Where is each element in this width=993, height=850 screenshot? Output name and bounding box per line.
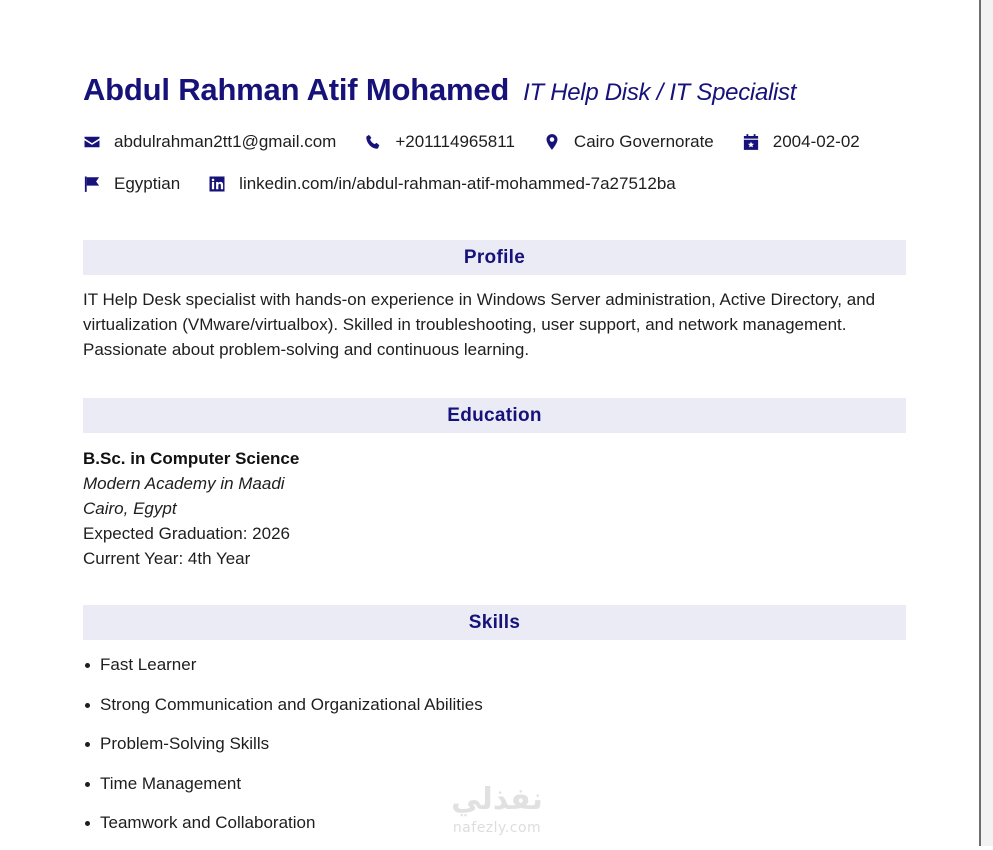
candidate-name: Abdul Rahman Atif Mohamed	[83, 72, 510, 107]
linkedin-icon	[208, 175, 226, 193]
skill-item	[83, 692, 906, 717]
skill-label: Strong Communication and Organizational Abilities	[100, 694, 483, 714]
map-pin-icon	[543, 133, 561, 151]
email-text: abdulrahman2tt1@gmail.com	[114, 132, 337, 151]
skill-item	[83, 652, 906, 677]
envelope-icon	[83, 133, 101, 151]
bullet-icon	[83, 652, 100, 677]
birthdate-text: 2004-02-02	[772, 132, 860, 151]
phone-icon	[364, 133, 382, 151]
bullet-icon	[83, 731, 100, 756]
contact-linkedin[interactable]	[208, 174, 676, 194]
watermark-site: nafezly.com	[452, 820, 542, 836]
education-block	[83, 446, 906, 571]
viewer-background	[981, 0, 993, 846]
skill-label: Problem-Solving Skills	[100, 734, 270, 753]
skill-label: Teamwork and Collaboration	[100, 813, 316, 832]
watermark-logo	[436, 780, 558, 844]
education-location: Cairo, Egypt	[83, 499, 177, 518]
location-text: Cairo Governorate	[573, 132, 714, 151]
nationality-text: Egyptian	[114, 174, 181, 193]
skill-label: Time Management	[100, 773, 242, 793]
calendar-icon	[742, 133, 760, 151]
contact-row-2	[83, 172, 906, 196]
profile-heading: Profile	[83, 240, 906, 275]
resume-content	[83, 72, 906, 850]
contact-birthdate	[742, 132, 860, 152]
bullet-icon	[83, 692, 100, 717]
resume-header	[83, 72, 906, 108]
phone-text: +201114965811	[395, 132, 515, 151]
education-current-year: Current Year: 4th Year	[83, 549, 251, 568]
education-graduation: Expected Graduation: 2026	[83, 524, 290, 543]
contact-row-1	[83, 130, 906, 154]
bullet-icon	[83, 810, 100, 835]
education-degree: B.Sc. in Computer Science	[83, 449, 300, 468]
bullet-icon	[83, 771, 100, 796]
flag-icon	[83, 175, 101, 193]
contact-email	[83, 132, 336, 152]
contact-location	[543, 132, 714, 152]
contact-nationality	[83, 174, 180, 194]
skill-label: Fast Learner	[100, 655, 197, 674]
education-institution: Modern Academy in Maadi	[83, 474, 285, 493]
skills-heading: Skills	[83, 605, 906, 640]
job-title: IT Help Disk / IT Specialist	[523, 79, 797, 106]
watermark-mark: نفذلي	[451, 782, 543, 817]
linkedin-text[interactable]: linkedin.com/in/abdul-rahman-atif-mohammed-7a27512ba	[239, 174, 676, 193]
education-heading: Education	[83, 398, 906, 433]
profile-summary: IT Help Desk specialist with hands-on experience in Windows Server administration, Active Directory, and virtualization (VMware/virtualbox). Skilled in troubleshooting, user support, and network management. Passionate about problem-solving and continuous learning.	[83, 290, 876, 359]
skill-item	[83, 731, 906, 756]
contact-phone	[364, 132, 515, 152]
